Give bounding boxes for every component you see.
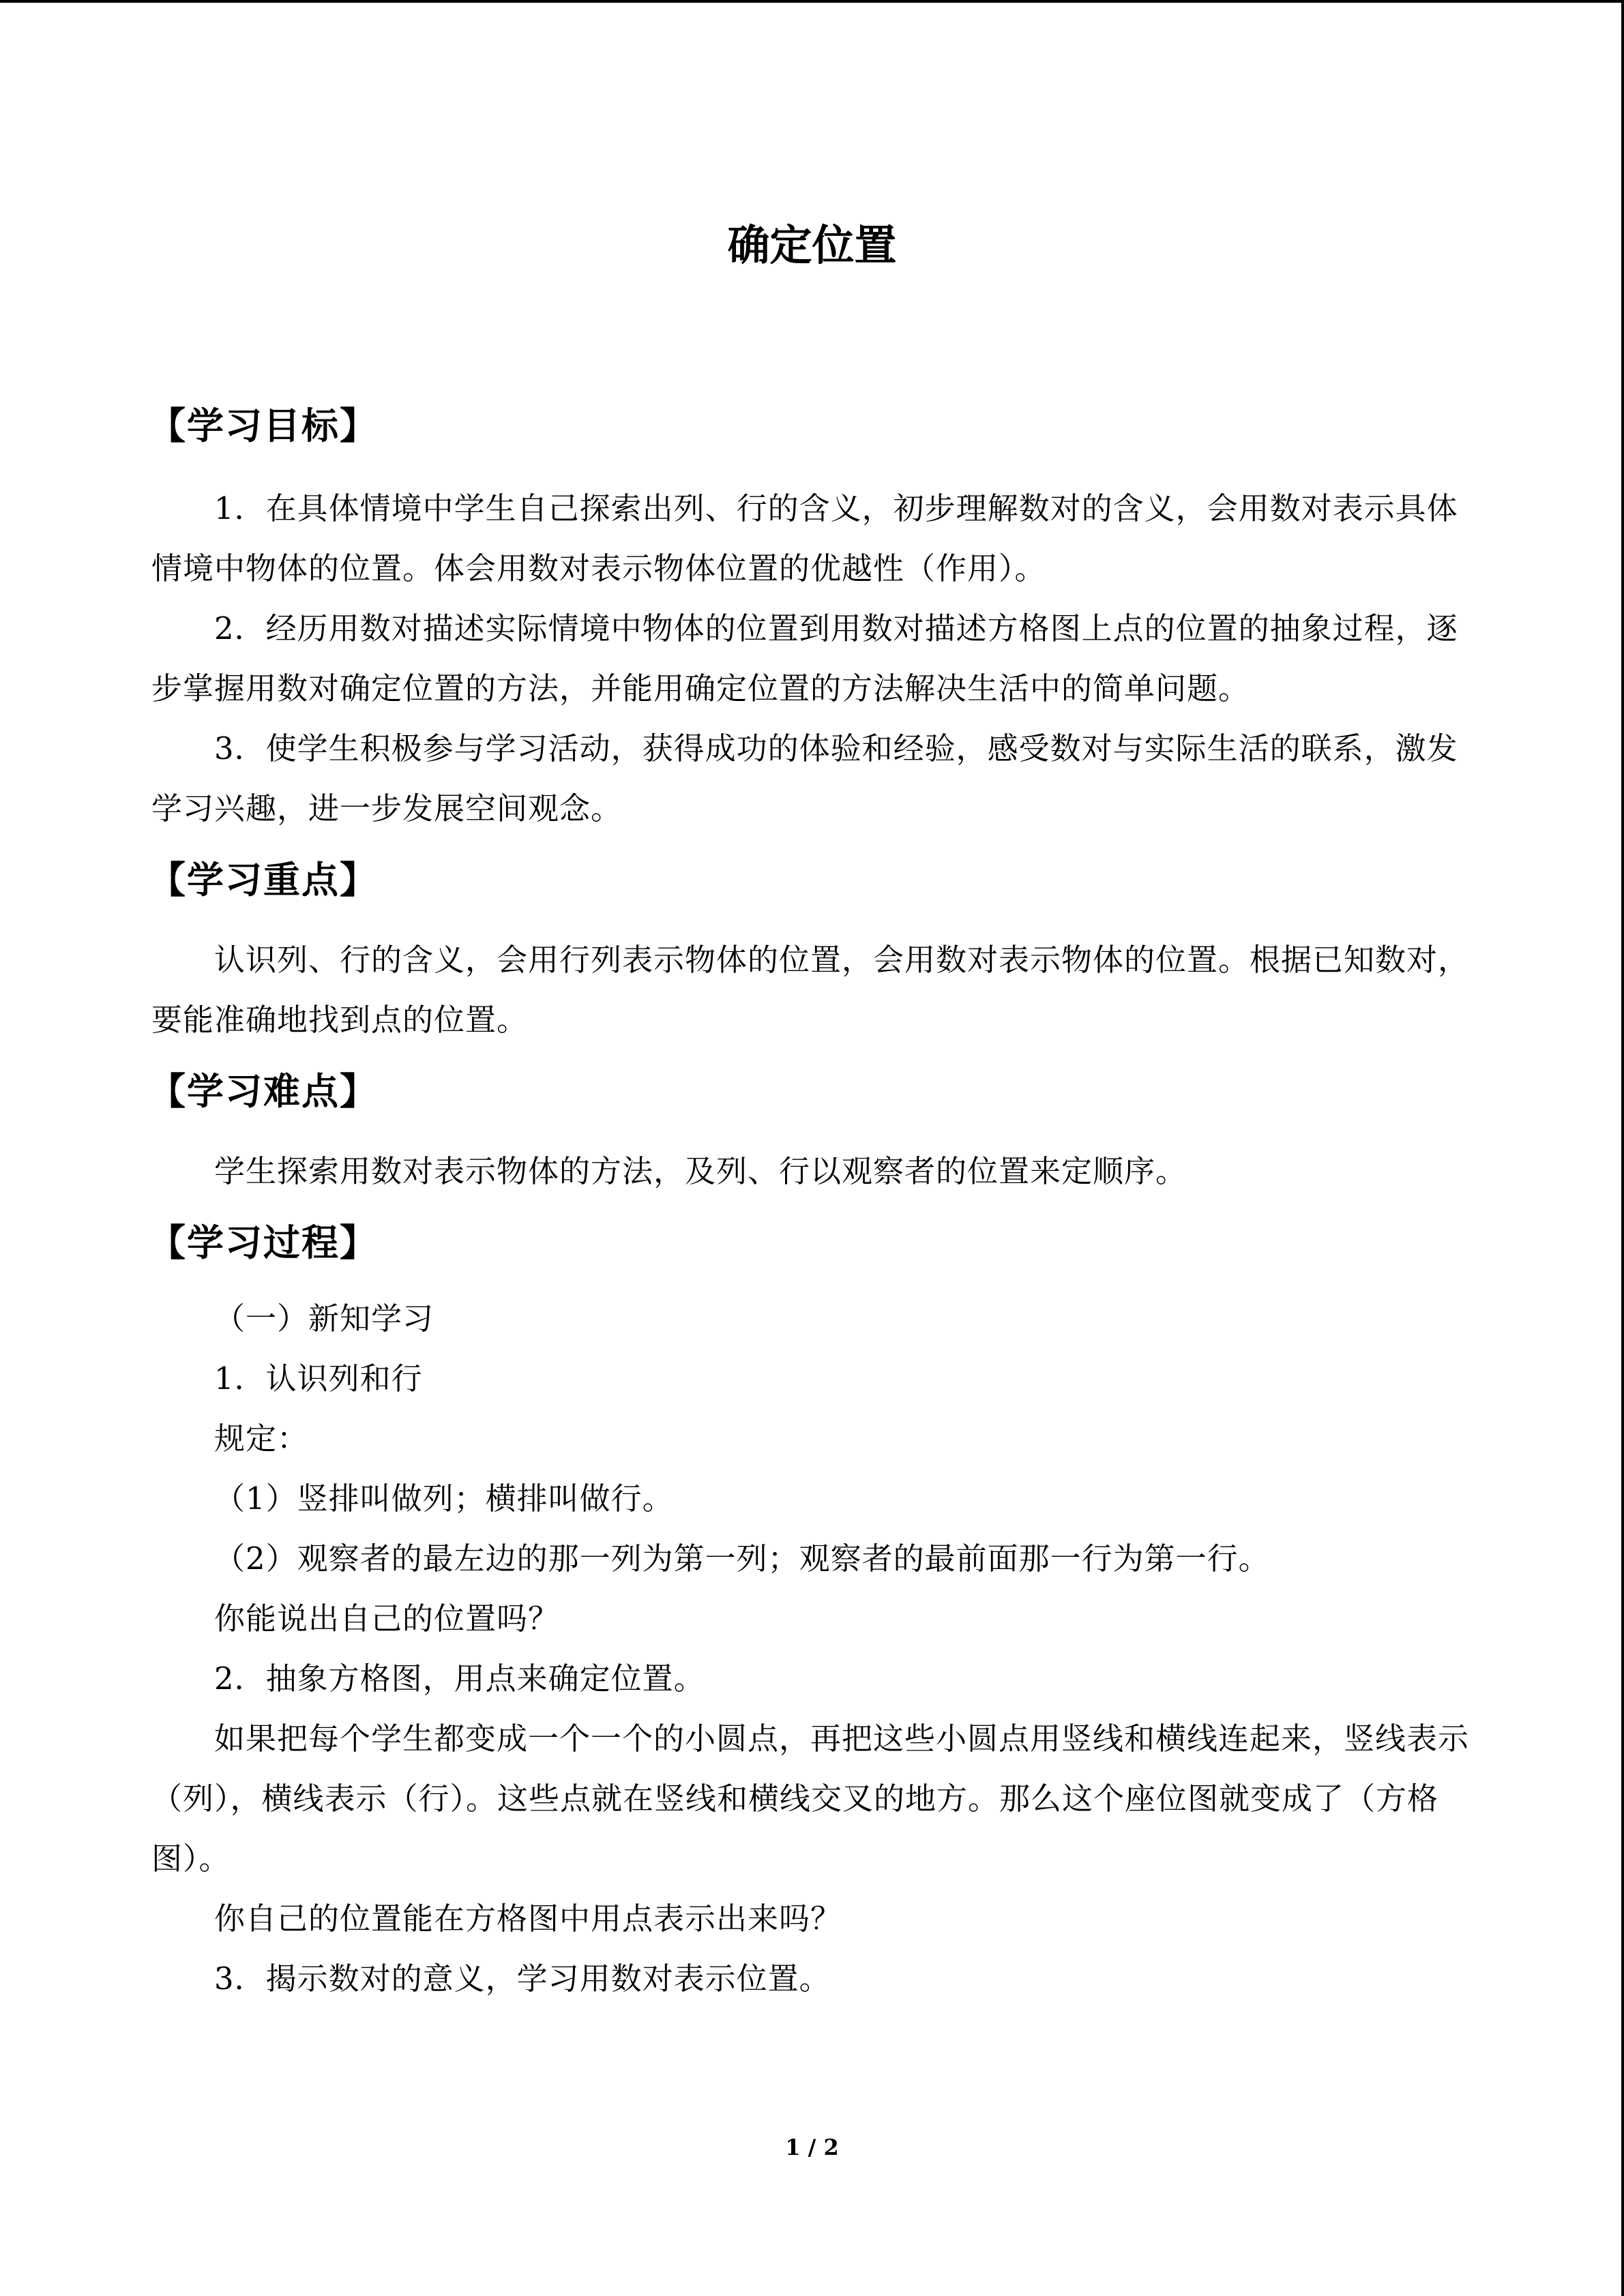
page-number: 1 / 2 — [785, 2134, 839, 2160]
process-line: 3．揭示数对的意义，学习用数对表示位置。 — [214, 1960, 831, 1997]
heading-difficulties: 【学习难点】 — [149, 1070, 378, 1113]
page-title: 确定位置 — [727, 220, 897, 270]
page-border-right — [1621, 0, 1624, 2296]
objective-item: 1．在具体情境中学生自己探索出列、行的含义，初步理解数对的含义，会用数对表示具体情境中物体的位置。体会用数对表示物体位置的优越性（作用）。 — [151, 490, 1458, 586]
process-line: （一）新知学习 — [214, 1300, 434, 1337]
process-line: 2．抽象方格图，用点来确定位置。 — [214, 1660, 705, 1697]
process-line: 1．认识列和行 — [214, 1360, 423, 1397]
process-line: （2）观察者的最左边的那一列为第一列；观察者的最前面那一行为第一行。 — [214, 1540, 1270, 1577]
objective-item: 3．使学生积极参与学习活动，获得成功的体验和经验，感受数对与实际生活的联系，激发学习兴趣，进一步发展空间观念。 — [151, 730, 1458, 826]
heading-key-points: 【学习重点】 — [149, 859, 378, 901]
key-points-text: 认识列、行的含义，会用行列表示物体的位置，会用数对表示物体的位置。根据已知数对，要能准确地找到点的位置。 — [151, 942, 1470, 1038]
process-line: （1）竖排叫做列；横排叫做行。 — [214, 1480, 674, 1517]
heading-objectives: 【学习目标】 — [149, 404, 378, 447]
heading-process: 【学习过程】 — [149, 1221, 378, 1264]
process-paragraph: 如果把每个学生都变成一个一个的小圆点，再把这些小圆点用竖线和横线连起来，竖线表示（列），横线表示（行）。这些点就在竖线和横线交叉的地方。那么这个座位图就变成了（方格图）。 — [151, 1720, 1470, 1877]
difficulties-text: 学生探索用数对表示物体的方法，及列、行以观察者的位置来定顺序。 — [214, 1153, 1187, 1189]
objective-item: 2．经历用数对描述实际情境中物体的位置到用数对描述方格图上点的位置的抽象过程，逐步掌握用数对确定位置的方法，并能用确定位置的方法解决生活中的简单问题。 — [151, 610, 1458, 706]
process-line: 你能说出自己的位置吗？ — [214, 1600, 560, 1637]
process-line: 规定： — [214, 1420, 309, 1457]
page-border-top — [0, 0, 1624, 3]
process-line: 你自己的位置能在方格图中用点表示出来吗？ — [214, 1900, 842, 1937]
